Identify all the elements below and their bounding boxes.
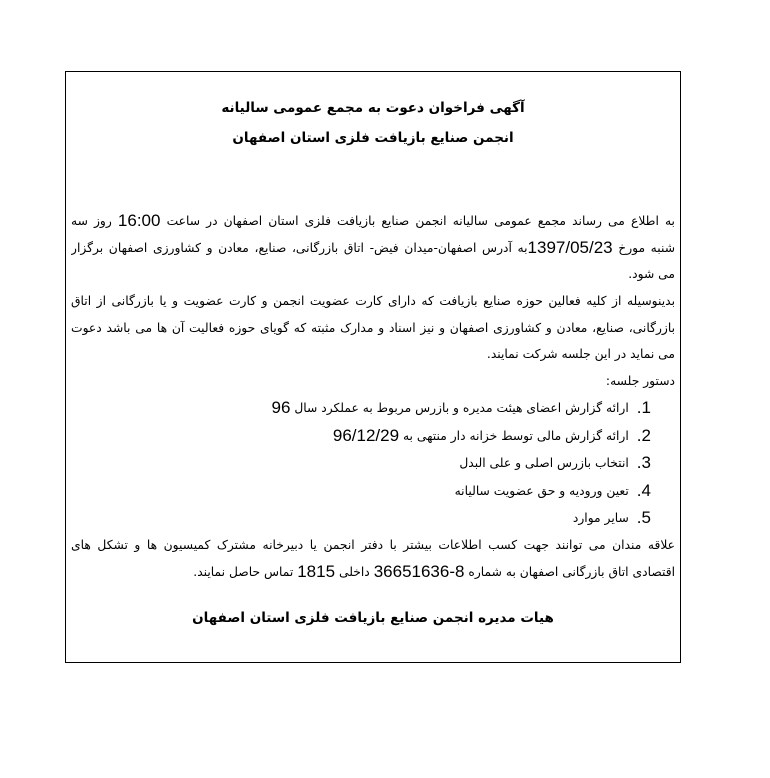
agenda-label: دستور جلسه: (605, 374, 675, 389)
phone-number: 8-36651636 (373, 562, 465, 581)
paragraph-3-line-2: اقتصادی اتاق بازرگانی اصفهان به شماره 8-36651636 داخلی 1815 تماس حاصل نمایند. (193, 562, 675, 581)
agenda-item: 3. انتخاب بازرس اصلی و علی البدل (459, 453, 651, 473)
agenda-item: 1. ارائه گزارش اعضای هیئت مدیره و بازرس مربوط به عملکرد سال 96 (271, 398, 651, 418)
paragraph-2-line-1: بدینوسیله از کلیه فعالین حوزه صنایع بازیافت که دارای کارت عضویت انجمن و کارت عضویت و یا بازرگانی از اتاق (71, 294, 675, 309)
signature: هیات مدیره انجمن صنایع بازیافت فلزی استان اصفهان (192, 610, 554, 626)
announcement-box (65, 71, 681, 663)
agenda-item: 2. ارائه گزارش مالی توسط خزانه دار منتهی به 96/12/29 (332, 425, 651, 445)
paragraph-3-line-1: علاقه مندان می توانند جهت کسب اطلاعات بیشتر با دفتر انجمن یا دبیرخانه مشترک کمیسیون ها و تشکل های (71, 538, 675, 553)
paragraph-1-line-1: به اطلاع می رساند مجمع عمومی سالیانه انجمن صنایع بازیافت فلزی استان اصفهان در ساعت 16:00 روز سه (71, 211, 675, 230)
paragraph-1-line-2: شنبه مورخ 1397/05/23به آدرس اصفهان-میدان فیض- اتاق بازرگانی، صنایع، معادن و کشاورزی اصفهان برگزار (71, 237, 675, 257)
agenda-item: 4. تعین ورودیه و حق عضویت سالیانه (454, 480, 651, 500)
meeting-date: 1397/05/23 (527, 237, 613, 257)
paragraph-2-line-3: می نماید در این جلسه شرکت نمایند. (486, 347, 675, 362)
agenda-item: 5. سایر موارد (572, 508, 651, 528)
paragraph-1-line-3: می شود. (628, 267, 675, 282)
meeting-time: 16:00 (117, 211, 161, 230)
announcement-body (71, 208, 675, 586)
paragraph-2-line-2: بازرگانی، صنایع، معادن و کشاورزی اصفهان و نیز اسناد و مدارک مثبته که گویای حوزه فعالیت آن ها می باشد دعوت (71, 320, 675, 335)
announcement-title: آگهی فراخوان دعوت به مجمع عمومی سالیانه (221, 100, 525, 116)
extension-number: 1815 (297, 562, 336, 581)
agenda-list (71, 395, 675, 533)
organization-title: انجمن صنایع بازیافت فلزی استان اصفهان (232, 130, 514, 146)
